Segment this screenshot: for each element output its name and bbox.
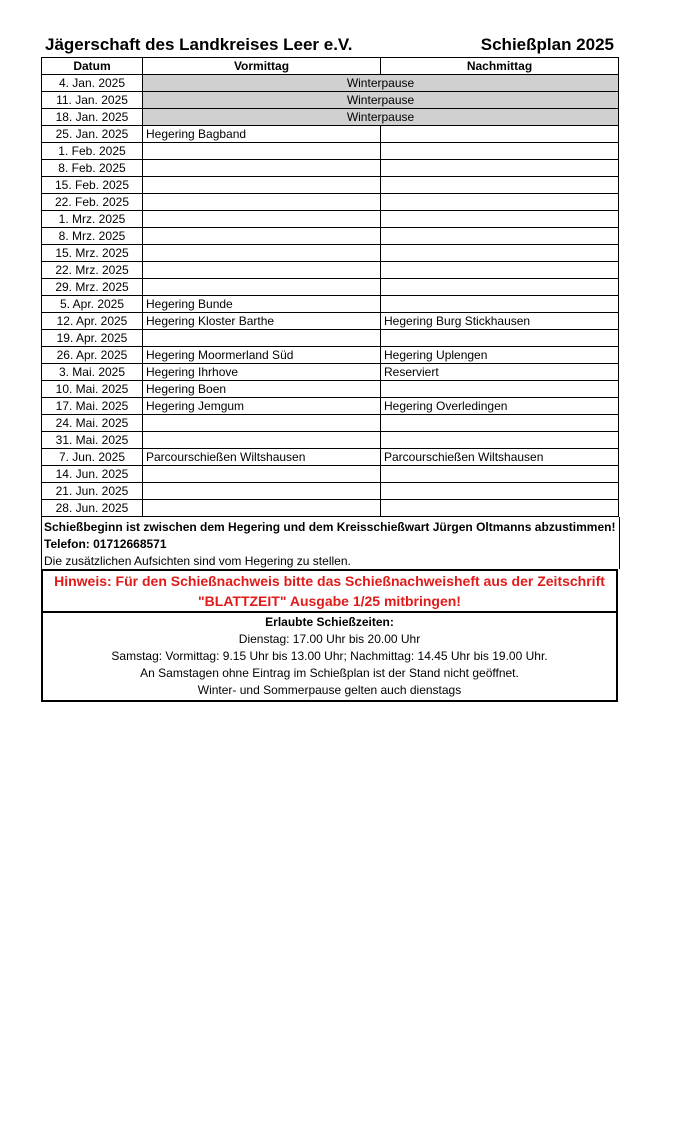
date-cell: 21. Jun. 2025 <box>42 483 143 500</box>
schedule-document <box>41 33 618 702</box>
afternoon-cell <box>381 415 619 432</box>
morning-cell <box>143 262 381 279</box>
date-cell: 26. Apr. 2025 <box>42 347 143 364</box>
date-cell: 1. Feb. 2025 <box>42 143 143 160</box>
allowed-times-title: Erlaubte Schießzeiten: <box>265 615 394 629</box>
afternoon-cell <box>381 466 619 483</box>
table-row <box>42 75 619 92</box>
table-row <box>42 245 619 262</box>
table-row <box>42 279 619 296</box>
date-cell: 22. Feb. 2025 <box>42 194 143 211</box>
hint-line-2: "BLATTZEIT" Ausgabe 1/25 mitbringen! <box>198 593 461 609</box>
morning-cell <box>143 500 381 517</box>
date-cell: 3. Mai. 2025 <box>42 364 143 381</box>
date-cell: 29. Mrz. 2025 <box>42 279 143 296</box>
afternoon-cell <box>381 126 619 143</box>
allowed-times-box <box>41 613 618 702</box>
table-row <box>42 296 619 313</box>
morning-cell: Hegering Ihrhove <box>143 364 381 381</box>
table-header-row <box>42 58 619 75</box>
afternoon-cell <box>381 330 619 347</box>
table-row <box>42 228 619 245</box>
date-cell: 31. Mai. 2025 <box>42 432 143 449</box>
date-cell: 4. Jan. 2025 <box>42 75 143 92</box>
date-cell: 12. Apr. 2025 <box>42 313 143 330</box>
table-row <box>42 92 619 109</box>
morning-cell <box>143 194 381 211</box>
afternoon-cell: Hegering Overledingen <box>381 398 619 415</box>
afternoon-cell <box>381 160 619 177</box>
coordination-note: Schießbeginn ist zwischen dem Hegering und dem Kreisschießwart Jürgen Oltmanns abzustimmen! <box>44 520 616 534</box>
table-row <box>42 313 619 330</box>
column-header-date: Datum <box>42 58 143 75</box>
table-row <box>42 415 619 432</box>
table-row <box>42 347 619 364</box>
date-cell: 14. Jun. 2025 <box>42 466 143 483</box>
morning-cell: Hegering Kloster Barthe <box>143 313 381 330</box>
date-cell: 8. Mrz. 2025 <box>42 228 143 245</box>
table-row <box>42 109 619 126</box>
afternoon-cell: Reserviert <box>381 364 619 381</box>
plan-title: Schießplan 2025 <box>480 35 614 54</box>
morning-cell <box>143 330 381 347</box>
morning-cell <box>143 483 381 500</box>
date-cell: 15. Feb. 2025 <box>42 177 143 194</box>
afternoon-cell <box>381 143 619 160</box>
table-row <box>42 177 619 194</box>
table-row <box>42 262 619 279</box>
afternoon-cell <box>381 500 619 517</box>
afternoon-cell <box>381 262 619 279</box>
notes-section <box>41 517 620 569</box>
date-cell: 5. Apr. 2025 <box>42 296 143 313</box>
afternoon-cell <box>381 228 619 245</box>
morning-cell <box>143 160 381 177</box>
afternoon-cell <box>381 245 619 262</box>
allowed-times-line: An Samstagen ohne Eintrag im Schießplan ist der Stand nicht geöffnet. <box>140 666 519 680</box>
morning-cell <box>143 466 381 483</box>
table-row <box>42 364 619 381</box>
table-row <box>42 211 619 228</box>
pause-cell: Winterpause <box>143 109 619 126</box>
organization-title: Jägerschaft des Landkreises Leer e.V. <box>45 35 353 54</box>
hint-line-1: Hinweis: Für den Schießnachweis bitte das Schießnachweisheft aus der Zeitschrift <box>54 573 605 589</box>
schedule-table <box>41 57 619 517</box>
morning-cell: Hegering Bagband <box>143 126 381 143</box>
afternoon-cell <box>381 177 619 194</box>
table-row <box>42 143 619 160</box>
document-header <box>41 33 618 57</box>
table-row <box>42 126 619 143</box>
date-cell: 15. Mrz. 2025 <box>42 245 143 262</box>
date-cell: 22. Mrz. 2025 <box>42 262 143 279</box>
hint-box <box>41 569 618 613</box>
table-row <box>42 381 619 398</box>
afternoon-cell <box>381 381 619 398</box>
supervision-note: Die zusätzlichen Aufsichten sind vom Hegering zu stellen. <box>44 554 351 568</box>
allowed-times-line: Winter- und Sommerpause gelten auch dienstags <box>197 683 462 697</box>
date-cell: 11. Jan. 2025 <box>42 92 143 109</box>
afternoon-cell <box>381 194 619 211</box>
table-row <box>42 483 619 500</box>
afternoon-cell <box>381 296 619 313</box>
date-cell: 19. Apr. 2025 <box>42 330 143 347</box>
date-cell: 17. Mai. 2025 <box>42 398 143 415</box>
morning-cell: Hegering Boen <box>143 381 381 398</box>
date-cell: 24. Mai. 2025 <box>42 415 143 432</box>
morning-cell <box>143 211 381 228</box>
morning-cell: Parcourschießen Wiltshausen <box>143 449 381 466</box>
morning-cell <box>143 432 381 449</box>
allowed-times-line: Dienstag: 17.00 Uhr bis 20.00 Uhr <box>238 632 421 646</box>
date-cell: 10. Mai. 2025 <box>42 381 143 398</box>
table-row <box>42 500 619 517</box>
table-row <box>42 398 619 415</box>
afternoon-cell <box>381 483 619 500</box>
pause-cell: Winterpause <box>143 92 619 109</box>
table-row <box>42 432 619 449</box>
afternoon-cell <box>381 279 619 296</box>
pause-cell: Winterpause <box>143 75 619 92</box>
date-cell: 7. Jun. 2025 <box>42 449 143 466</box>
morning-cell <box>143 415 381 432</box>
morning-cell <box>143 245 381 262</box>
date-cell: 8. Feb. 2025 <box>42 160 143 177</box>
afternoon-cell: Parcourschießen Wiltshausen <box>381 449 619 466</box>
date-cell: 1. Mrz. 2025 <box>42 211 143 228</box>
morning-cell <box>143 279 381 296</box>
morning-cell: Hegering Bunde <box>143 296 381 313</box>
date-cell: 28. Jun. 2025 <box>42 500 143 517</box>
table-row <box>42 194 619 211</box>
phone-note: Telefon: 01712668571 <box>44 537 167 551</box>
morning-cell: Hegering Moormerland Süd <box>143 347 381 364</box>
allowed-times-line: Samstag: Vormittag: 9.15 Uhr bis 13.00 Uhr; Nachmittag: 14.45 Uhr bis 19.00 Uhr. <box>111 649 548 663</box>
column-header-morning: Vormittag <box>143 58 381 75</box>
column-header-afternoon: Nachmittag <box>381 58 619 75</box>
date-cell: 18. Jan. 2025 <box>42 109 143 126</box>
table-row <box>42 449 619 466</box>
date-cell: 25. Jan. 2025 <box>42 126 143 143</box>
afternoon-cell <box>381 211 619 228</box>
table-row <box>42 160 619 177</box>
morning-cell <box>143 143 381 160</box>
table-row <box>42 466 619 483</box>
morning-cell <box>143 228 381 245</box>
afternoon-cell: Hegering Burg Stickhausen <box>381 313 619 330</box>
morning-cell <box>143 177 381 194</box>
afternoon-cell: Hegering Uplengen <box>381 347 619 364</box>
table-row <box>42 330 619 347</box>
afternoon-cell <box>381 432 619 449</box>
morning-cell: Hegering Jemgum <box>143 398 381 415</box>
